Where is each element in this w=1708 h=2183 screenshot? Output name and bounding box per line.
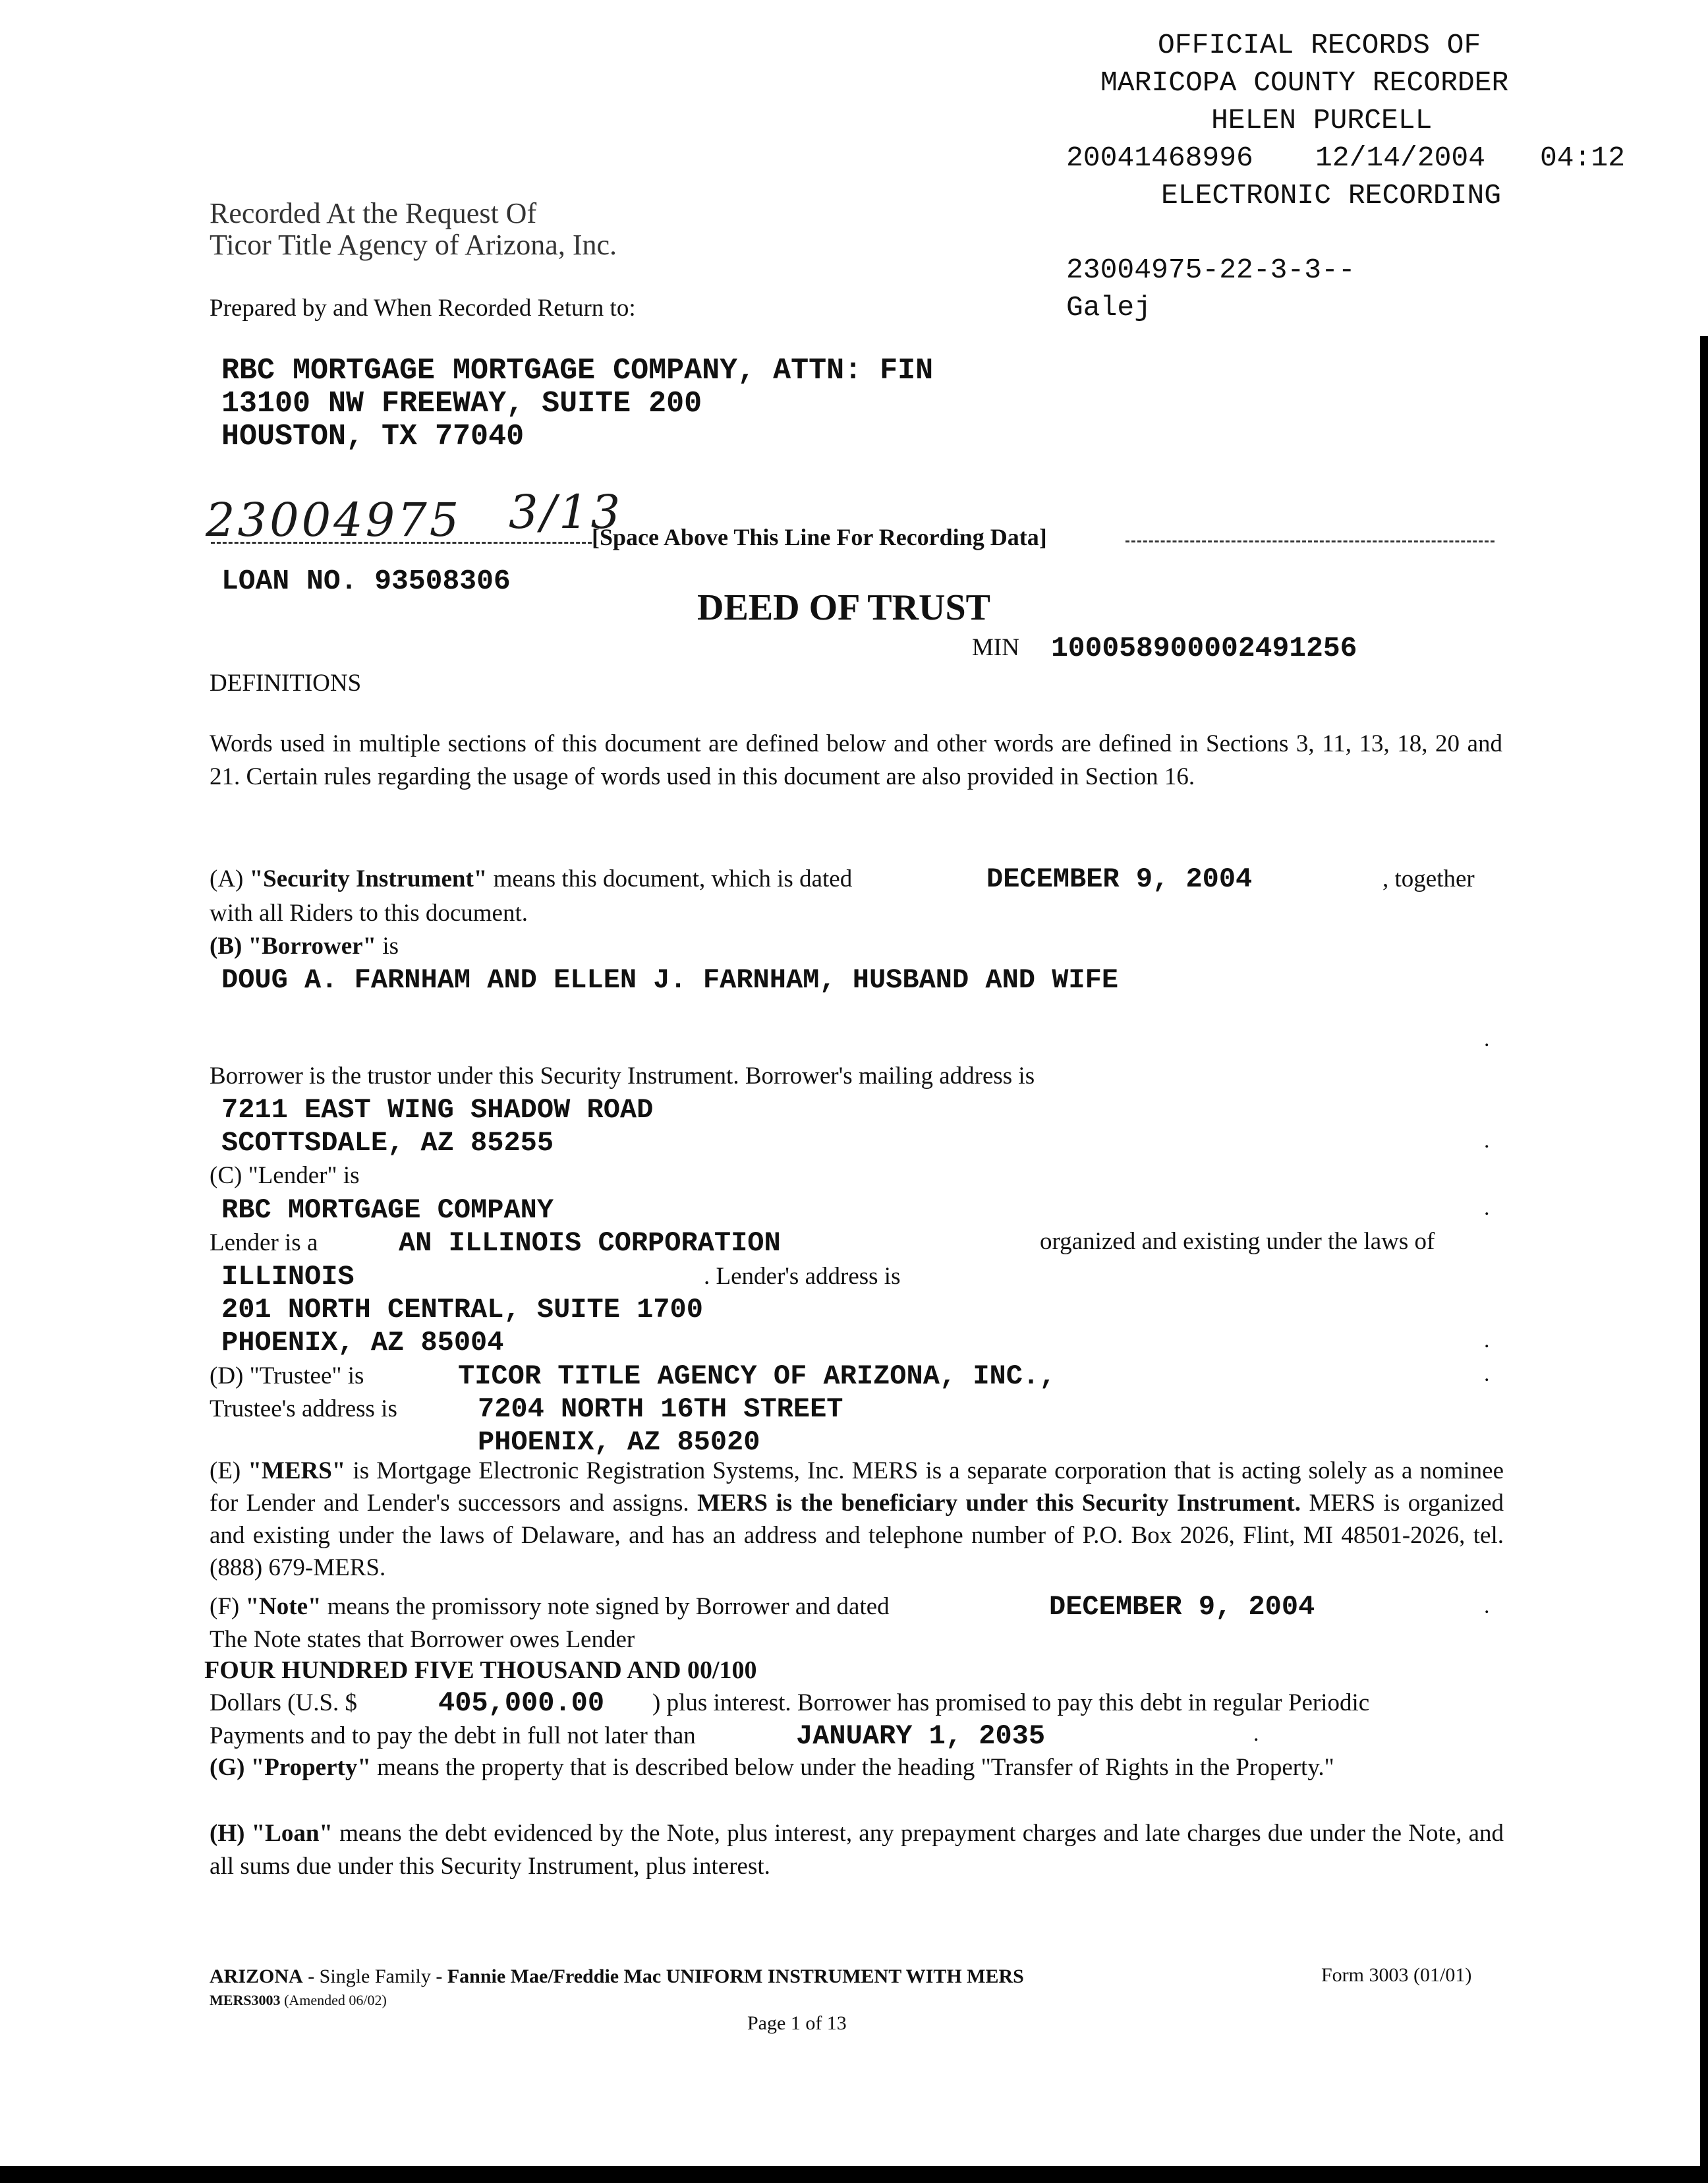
- footer-amended: (Amended 06/02): [284, 1992, 387, 2008]
- handwritten-file-number: 23004975: [206, 493, 462, 547]
- recorder-file-number: 23004975-22-3-3--: [1066, 254, 1355, 286]
- lender-address-1: 201 NORTH CENTRAL, SUITE 1700: [221, 1294, 703, 1325]
- definition-f-term: "Note": [245, 1593, 322, 1620]
- return-to-line-2: 13100 NW FREEWAY, SUITE 200: [221, 387, 702, 421]
- definition-a-tail: , together: [1382, 865, 1475, 892]
- definition-f-line-5: Payments and to pay the debt in full not later than: [210, 1722, 696, 1749]
- prepared-by-label: Prepared by and When Recorded Return to:: [210, 295, 636, 322]
- definition-h-label: (H): [210, 1820, 245, 1847]
- dot-mark: .: [1484, 1128, 1490, 1153]
- recorder-time: 04:12: [1540, 142, 1626, 174]
- footer-form-number: Form 3003 (01/01): [1321, 1964, 1472, 1986]
- definition-a-text: means this document, which is dated: [493, 865, 853, 892]
- definition-a-line-1: [210, 865, 852, 893]
- definition-g-label: (G): [210, 1754, 245, 1781]
- lender-address-2: PHOENIX, AZ 85004: [221, 1327, 504, 1358]
- dot-mark: .: [1484, 1362, 1490, 1386]
- dollars-tail: ) plus interest. Borrower has promised to pay this debt in regular Periodic: [652, 1689, 1370, 1716]
- min-label: MIN: [972, 634, 1019, 661]
- lender-name: RBC MORTGAGE COMPANY: [221, 1194, 554, 1226]
- definition-c-term: "Lender": [248, 1162, 337, 1189]
- space-above-dashes: [1125, 540, 1494, 542]
- definition-d-label: (D): [210, 1362, 244, 1389]
- borrower-names: DOUG A. FARNHAM AND ELLEN J. FARNHAM, HUSBAND AND WIFE: [221, 964, 1119, 996]
- note-date: DECEMBER 9, 2004: [1049, 1591, 1315, 1623]
- definition-h-term: "Loan": [251, 1820, 333, 1847]
- definition-e-term: "MERS": [248, 1457, 346, 1484]
- security-instrument-date: DECEMBER 9, 2004: [986, 863, 1253, 895]
- definition-e-paragraph: [210, 1455, 1504, 1584]
- recorder-line-3: HELEN PURCELL: [1211, 104, 1433, 136]
- definition-a-term: "Security Instrument": [249, 865, 488, 892]
- definition-d-line-1: [210, 1362, 364, 1390]
- footer-state: ARIZONA: [210, 1965, 303, 1987]
- borrower-address-2: SCOTTSDALE, AZ 85255: [221, 1127, 554, 1159]
- handwritten-page-fraction: 3/13: [509, 485, 623, 539]
- loan-number: LOAN NO. 93508306: [221, 565, 511, 597]
- lender-is-a-label: Lender is a: [210, 1229, 318, 1256]
- trustee-name: TICOR TITLE AGENCY OF ARIZONA, INC.,: [458, 1360, 1056, 1392]
- definition-e-text-1: is Mortgage Electronic Registration Systems, Inc. MERS is a separate corporation that is acting solely as a nominee for Lender and Lender's successors and assigns.: [210, 1457, 1504, 1517]
- space-above-line-label: [Space Above This Line For Recording Data]: [592, 524, 1047, 550]
- definition-g-text: means the property that is described below under the heading "Transfer of Rights in the Property.": [377, 1754, 1334, 1781]
- definition-c-line-1: [210, 1161, 360, 1190]
- recorder-clerk: Galej: [1066, 291, 1152, 324]
- definition-d-term: "Trustee": [249, 1362, 342, 1389]
- footer-dash: - Single Family -: [308, 1965, 443, 1987]
- lender-organization: AN ILLINOIS CORPORATION: [399, 1227, 781, 1259]
- definition-f-line-1: [210, 1592, 890, 1621]
- lender-organization-tail: organized and existing under the laws of: [1040, 1228, 1435, 1255]
- dot-mark: .: [1484, 1027, 1490, 1051]
- footer-code: MERS3003: [210, 1992, 281, 2008]
- recorder-line-2: MARICOPA COUNTY RECORDER: [1100, 67, 1509, 99]
- definition-f-label: (F): [210, 1593, 240, 1620]
- definition-f-line-2: The Note states that Borrower owes Lender: [210, 1626, 635, 1653]
- recorder-line-5: ELECTRONIC RECORDING: [1161, 179, 1502, 212]
- page-number: Page 1 of 13: [747, 2012, 847, 2034]
- trustee-address-2: PHOENIX, AZ 85020: [478, 1426, 760, 1458]
- definition-g-term: "Property": [250, 1754, 371, 1781]
- footer-form-description: Fannie Mae/Freddie Mac UNIFORM INSTRUMENT WITH MERS: [447, 1965, 1024, 1987]
- definition-a-label: (A): [210, 865, 244, 892]
- definition-h-paragraph: [210, 1817, 1504, 1883]
- definition-g-paragraph: [210, 1751, 1504, 1784]
- definitions-intro: Words used in multiple sections of this document are defined below and other words are defined in Sections 3, 11, 13, 18, 20 and 21. Certain rules regarding the usage of words used in this document are also provided in Section 16.: [210, 730, 1502, 790]
- lender-state: ILLINOIS: [221, 1261, 355, 1293]
- definition-a-line-2: with all Riders to this document.: [210, 900, 528, 927]
- footer-code-line: [210, 1992, 387, 2009]
- trustee-address-text: Trustee's address is: [210, 1395, 397, 1422]
- definition-b-text: is: [382, 933, 399, 960]
- document-title: DEED OF TRUST: [697, 587, 990, 628]
- maturity-date: JANUARY 1, 2035: [796, 1720, 1046, 1752]
- definition-h-text: means the debt evidenced by the Note, plus interest, any prepayment charges and late charges due under the Note, and all sums due under this Security Instrument, plus interest.: [210, 1820, 1504, 1880]
- dot-mark: .: [1253, 1722, 1259, 1746]
- loan-amount: 405,000.00: [438, 1687, 605, 1719]
- scan-border-bottom: [0, 2166, 1708, 2183]
- recorder-date: 12/14/2004: [1315, 142, 1486, 174]
- definition-b-line-1: [210, 932, 399, 960]
- return-to-line-3: HOUSTON, TX 77040: [221, 420, 525, 453]
- dollars-prefix: Dollars (U.S. $: [210, 1689, 358, 1716]
- footer-form-line: [210, 1965, 1024, 1988]
- lender-address-text: . Lender's address is: [704, 1263, 901, 1290]
- dot-mark: .: [1484, 1594, 1490, 1618]
- handwritten-underline: [211, 542, 592, 544]
- borrower-address-1: 7211 EAST WING SHADOW ROAD: [221, 1094, 654, 1126]
- definition-b-term: "Borrower": [248, 933, 377, 960]
- definition-f-text: means the promissory note signed by Borrower and dated: [327, 1593, 890, 1620]
- recorded-request-line-1: Recorded At the Request Of: [210, 197, 537, 229]
- definitions-heading: DEFINITIONS: [210, 670, 362, 697]
- definition-d-text: is: [347, 1362, 364, 1389]
- dot-mark: .: [1484, 1328, 1490, 1353]
- definition-e-label: (E): [210, 1457, 241, 1484]
- scan-border-right: [1700, 336, 1708, 2183]
- recorder-line-1: OFFICIAL RECORDS OF: [1158, 29, 1481, 61]
- min-value: 100058900002491256: [1051, 632, 1357, 664]
- definition-b-label: (B): [210, 933, 242, 960]
- definition-c-text: is: [343, 1162, 360, 1189]
- recorded-request-line-2: Ticor Title Agency of Arizona, Inc.: [210, 229, 617, 261]
- trustee-address-1: 7204 NORTH 16TH STREET: [478, 1393, 843, 1425]
- recorder-number: 20041468996: [1066, 142, 1253, 174]
- dot-mark: .: [1484, 1196, 1490, 1220]
- amount-in-words: FOUR HUNDRED FIVE THOUSAND AND 00/100: [204, 1656, 757, 1684]
- borrower-address-text: Borrower is the trustor under this Security Instrument. Borrower's mailing address is: [210, 1062, 1035, 1090]
- definition-c-label: (C): [210, 1162, 242, 1189]
- definition-e-text-2: MERS is organized and existing under the laws of Delaware, and has an address and telephone number of P.O. Box 2026, Flint, MI 48501-2026, tel. (888) 679-MERS.: [210, 1490, 1504, 1581]
- return-to-line-1: RBC MORTGAGE MORTGAGE COMPANY, ATTN: FIN: [221, 354, 934, 388]
- definition-e-bold: MERS is the beneficiary under this Security Instrument.: [697, 1490, 1301, 1517]
